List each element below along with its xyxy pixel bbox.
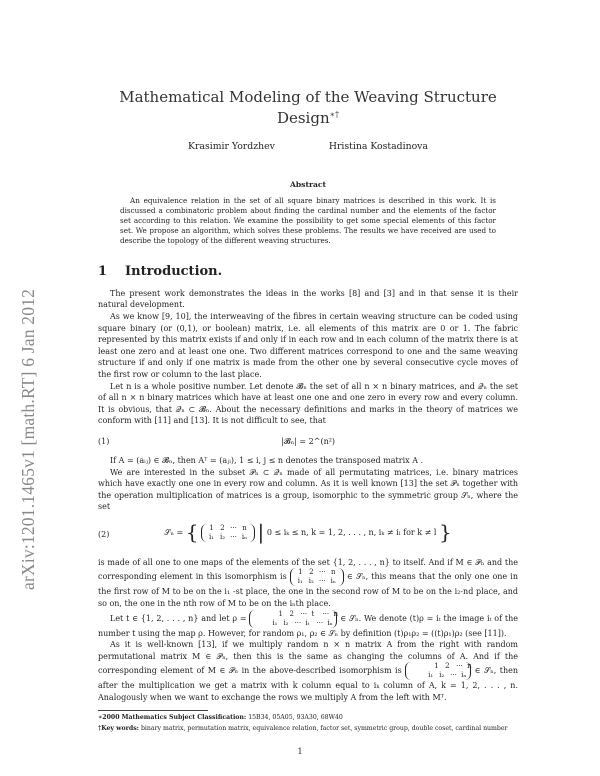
paragraph-5: We are interested in the subset 𝒫ₙ ⊂ 𝒬ₙ made of all permutating matrices, i.e. binary matrices which have exactly one one in every row and column. As it is well known [13] the set 𝒫ₙ together with the operation multiplication of matrices is a group, isomorphic to the symmetric group 𝒮ₙ, where the set [98, 467, 518, 512]
title-footnote-marks: ∗† [329, 110, 340, 119]
divider-bar: | [257, 520, 265, 545]
close-brace: } [439, 520, 452, 545]
footnote-2: †Key words: binary matrix, permutation matrix, equivalence relation, factor set, symmetric group, double coset, cardinal number [98, 724, 508, 732]
equation-2 [98, 519, 518, 551]
equation-2-condition: 0 ≤ iₖ ≤ n, k = 1, 2, . . . , n, iₖ ≠ iₗ for k ≠ l [266, 527, 437, 537]
perm-matrix-inline: 1 2 ··· n i₁ i₂ ··· iₙ [290, 568, 344, 586]
perm-matrix: 1 2 ··· n i₁ i₂ ··· iₙ [201, 524, 255, 542]
paragraph-1: The present work demonstrates the ideas in the works [8] and [3] and in that sense it is their natural development. [98, 288, 518, 310]
paper-page [98, 78, 518, 733]
footnote-rule [98, 710, 208, 711]
paragraph-2: As we know [9, 10], the interweaving of the fibres in certain weaving structure can be coded using square binary (or (0,1), or boolean) matrix, i.e. all elements of this matrix are 0 or 1. The fabric represented by this matrix exists if and only if in each row and in each column of the matrix there is at least one zero and at least one one. Two different matrices correspond to one and the same weaving structure if and only if one matrix is made from the other one by several consecutive cycle moves of the first row or column to the last place. [98, 311, 518, 379]
abstract-heading: Abstract [289, 179, 327, 189]
paragraph-4: If A = (aᵢⱼ) ∈ 𝓑ₙ, then Aᵀ = (aⱼᵢ), 1 ≤ i, j ≤ n denotes the transposed matrix A . [110, 455, 424, 465]
rho-matrix: 1 2 ··· t ··· n i₁ i₂ ··· iₜ ··· iₙ [249, 610, 337, 628]
footnote-1: ∗2000 Mathematics Subject Classification: 15B34, 05A05, 93A30, 68W40 [98, 713, 343, 721]
paragraph-8: As it is well-known [13], if we multiply random n × n matrix A from the right with random permutational matrix M ∈ 𝒫ₙ, then this is the same as changing the columns of A. And if the corresponding element of M ∈ 𝒫ₙ in the above-described isomorphism is 1 2 ··· n i₁ i₂ ··· iₙ ∈ 𝒮ₙ, then after the multiplication we get a matrix with k column equal to iₖ column of A, k = 1, 2, . . . , n. Analogously when we want to exchange the rows we multiply A from the left with Mᵀ. [98, 640, 518, 703]
page-number: 1 [297, 747, 303, 756]
author-2: Hristina Kostadinova [328, 141, 428, 152]
equation-2-number: (2) [98, 529, 110, 539]
perm-matrix-inline-2: 1 2 ··· n i₁ i₂ ··· iₙ [405, 662, 471, 680]
equation-1 [98, 433, 518, 449]
equation-2-lhs: 𝒮ₙ = [164, 527, 184, 537]
section-number: 1 [98, 264, 108, 280]
equation-1-body: |𝓑ₙ| = 2^(n²) [280, 436, 336, 446]
author-1: Krasimir Yordzhev [188, 141, 275, 152]
paragraph-6: is made of all one to one maps of the elements of the set {1, 2, . . . , n} to itself. And if M ∈ 𝒫ₙ and the corresponding element in this isomorphism is 1 2 ··· n i₁ i₂ ··· iₙ ∈ 𝒮ₙ, this means that the only one one in the first row of M to be on the i₁ -st place, the one in the second row of M to be on the i₂-nd place, and so on, the one in the nth row of M to be on the iₙth place. [98, 557, 518, 609]
open-brace: { [185, 520, 199, 545]
equation-2-body [98, 520, 518, 545]
section-title: Introduction. [125, 264, 223, 280]
equation-1-number: (1) [98, 436, 110, 446]
paragraph-3: Let n is a whole positive number. Let denote 𝓑ₙ the set of all n × n binary matrices, and 𝒬ₙ the set of all n × n binary matrices which have at least one one and one zero in every row and every column. It is obvious, that 𝒬ₙ ⊂ 𝓑ₙ. About the necessary definitions and marks in the theory of matrices we conform with [11] and [13]. It is not difficult to see, that [98, 381, 518, 426]
abstract-text: An equivalence relation in the set of all square binary matrices is described in this work. It is discussed a combinatoric problem about finding the cardinal number and the elements of the factor set according to this relation. We examine the possibility to get some special elements of this factor set. We propose an algorithm, which solves these problems. The results we have received are used to describe the topology of the different weaving structures. [120, 196, 496, 246]
section-heading [98, 266, 518, 278]
paragraph-7: Let t ∈ {1, 2, . . . , n} and let ρ = 1 2 ··· t ··· n i₁ i₂ ··· iₜ ··· iₙ ∈ 𝒮ₙ. We denote (t)ρ = iₜ the image iₜ of the number t using the map ρ. However, for random ρ₁, ρ₂ ∈ 𝒮ₙ by definition (t)ρ₁ρ₂ = ((t)ρ₁)ρ₂ (see [11]). [98, 609, 518, 638]
author-list [98, 141, 518, 153]
paper-title: Mathematical Modeling of the Weaving Structure Design∗† [119, 88, 497, 127]
arxiv-stamp: arXiv:1201.1465v1 [math.RT] 6 Jan 2012 [18, 288, 38, 590]
